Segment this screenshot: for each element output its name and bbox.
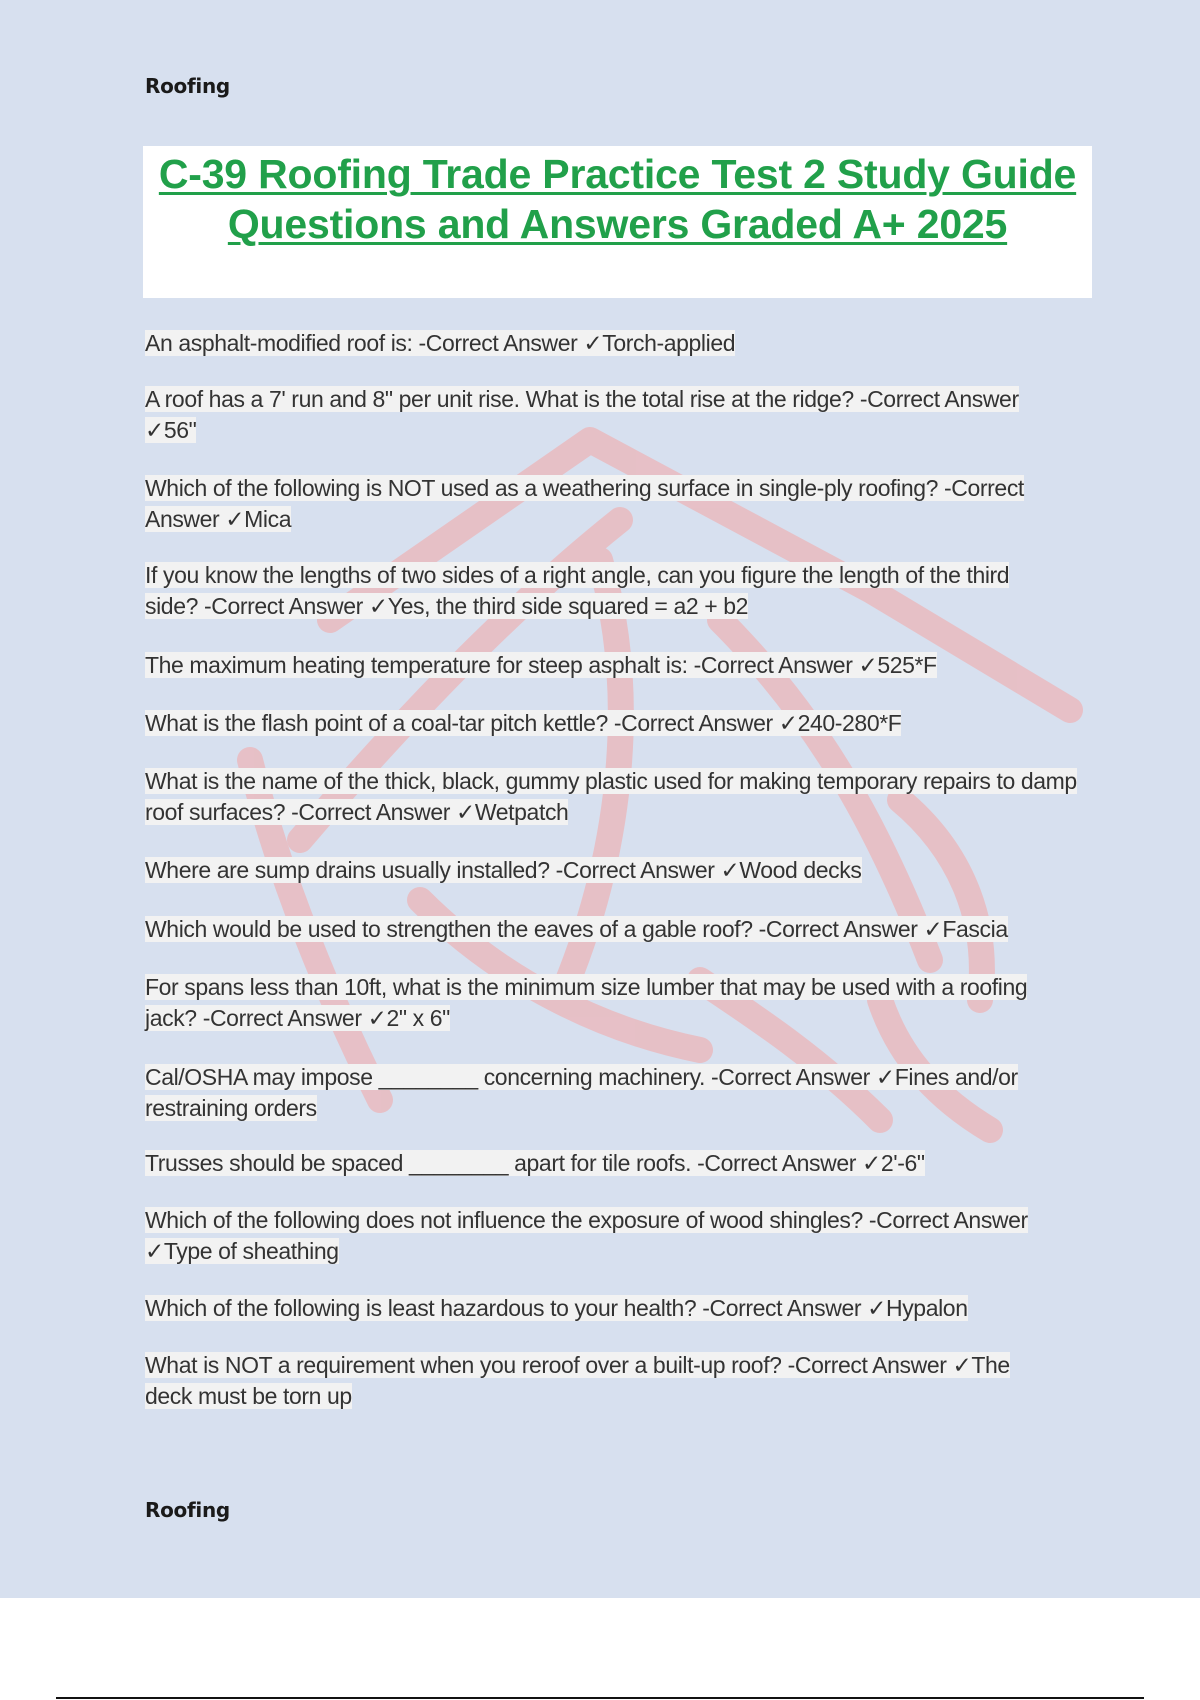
answer-text: Wetpatch <box>474 799 569 825</box>
qa-item: Which of the following is NOT used as a weathering surface in single-ply roofing? -Correct Answer ✓Mica <box>145 475 1024 532</box>
qa-item: Which of the following is least hazardous to your health? -Correct Answer ✓Hypalon <box>145 1295 968 1321</box>
qa-item: Trusses should be spaced ________ apart for tile roofs. -Correct Answer ✓2'-6" <box>145 1150 925 1176</box>
qa-item: Cal/OSHA may impose ________ concerning machinery. -Correct Answer ✓Fines and/or restraining orders <box>145 1064 1018 1121</box>
answer-text: Type of sheathing <box>163 1238 339 1264</box>
qa-item: The maximum heating temperature for steep asphalt is: -Correct Answer ✓525*F <box>145 652 937 678</box>
qa-item: An asphalt-modified roof is: -Correct Answer ✓Torch-applied <box>145 330 736 356</box>
answer-text: 240-280*F <box>797 710 902 736</box>
answer-text: Torch-applied <box>602 330 736 356</box>
answer-text: Fascia <box>942 916 1008 942</box>
qa-item: For spans less than 10ft, what is the minimum size lumber that may be used with a roofing jack? -Correct Answer ✓2" x 6" <box>145 974 1028 1031</box>
answer-text: 56" <box>163 417 197 443</box>
answer-text: Hypalon <box>886 1295 968 1321</box>
answer-text: Fines and/or restraining orders <box>145 1064 1018 1121</box>
document-title: C-39 Roofing Trade Practice Test 2 Study Guide Questions and Answers Graded A+ 2025 <box>158 151 1077 247</box>
answer-text: 525*F <box>877 652 937 678</box>
answer-text: Yes, the third side squared = a2 + b2 <box>387 593 749 619</box>
title-box <box>143 146 1092 298</box>
qa-item: What is NOT a requirement when you reroof over a built-up roof? -Correct Answer ✓The deck must be torn up <box>145 1352 1010 1409</box>
qa-item: A roof has a 7' run and 8" per unit rise. What is the total rise at the ridge? -Correct Answer ✓56" <box>145 386 1019 443</box>
answer-text: 2" x 6" <box>386 1005 450 1031</box>
qa-item: Where are sump drains usually installed? -Correct Answer ✓Wood decks <box>145 857 862 883</box>
answer-text: Mica <box>244 506 292 532</box>
answer-text: Wood decks <box>739 857 862 883</box>
qa-item: What is the flash point of a coal-tar pitch kettle? -Correct Answer ✓240-280*F <box>145 710 902 736</box>
running-header-top: Roofing <box>145 74 230 98</box>
qa-item: If you know the lengths of two sides of a right angle, can you figure the length of the third side? -Correct Answer ✓Yes, the third side squared = a2 + b2 <box>145 562 1010 619</box>
running-header-bottom: Roofing <box>145 1498 230 1522</box>
qa-item: Which would be used to strengthen the eaves of a gable roof? -Correct Answer ✓Fascia <box>145 916 1008 942</box>
qa-item: Which of the following does not influence the exposure of wood shingles? -Correct Answer ✓Type of sheathing <box>145 1207 1028 1264</box>
answer-text: The deck must be torn up <box>145 1352 1010 1409</box>
page-divider <box>56 1697 1144 1699</box>
answer-text: 2'-6" <box>880 1150 925 1176</box>
qa-item: What is the name of the thick, black, gummy plastic used for making temporary repairs to damp roof surfaces? -Correct Answer ✓Wetpatch <box>145 768 1077 825</box>
